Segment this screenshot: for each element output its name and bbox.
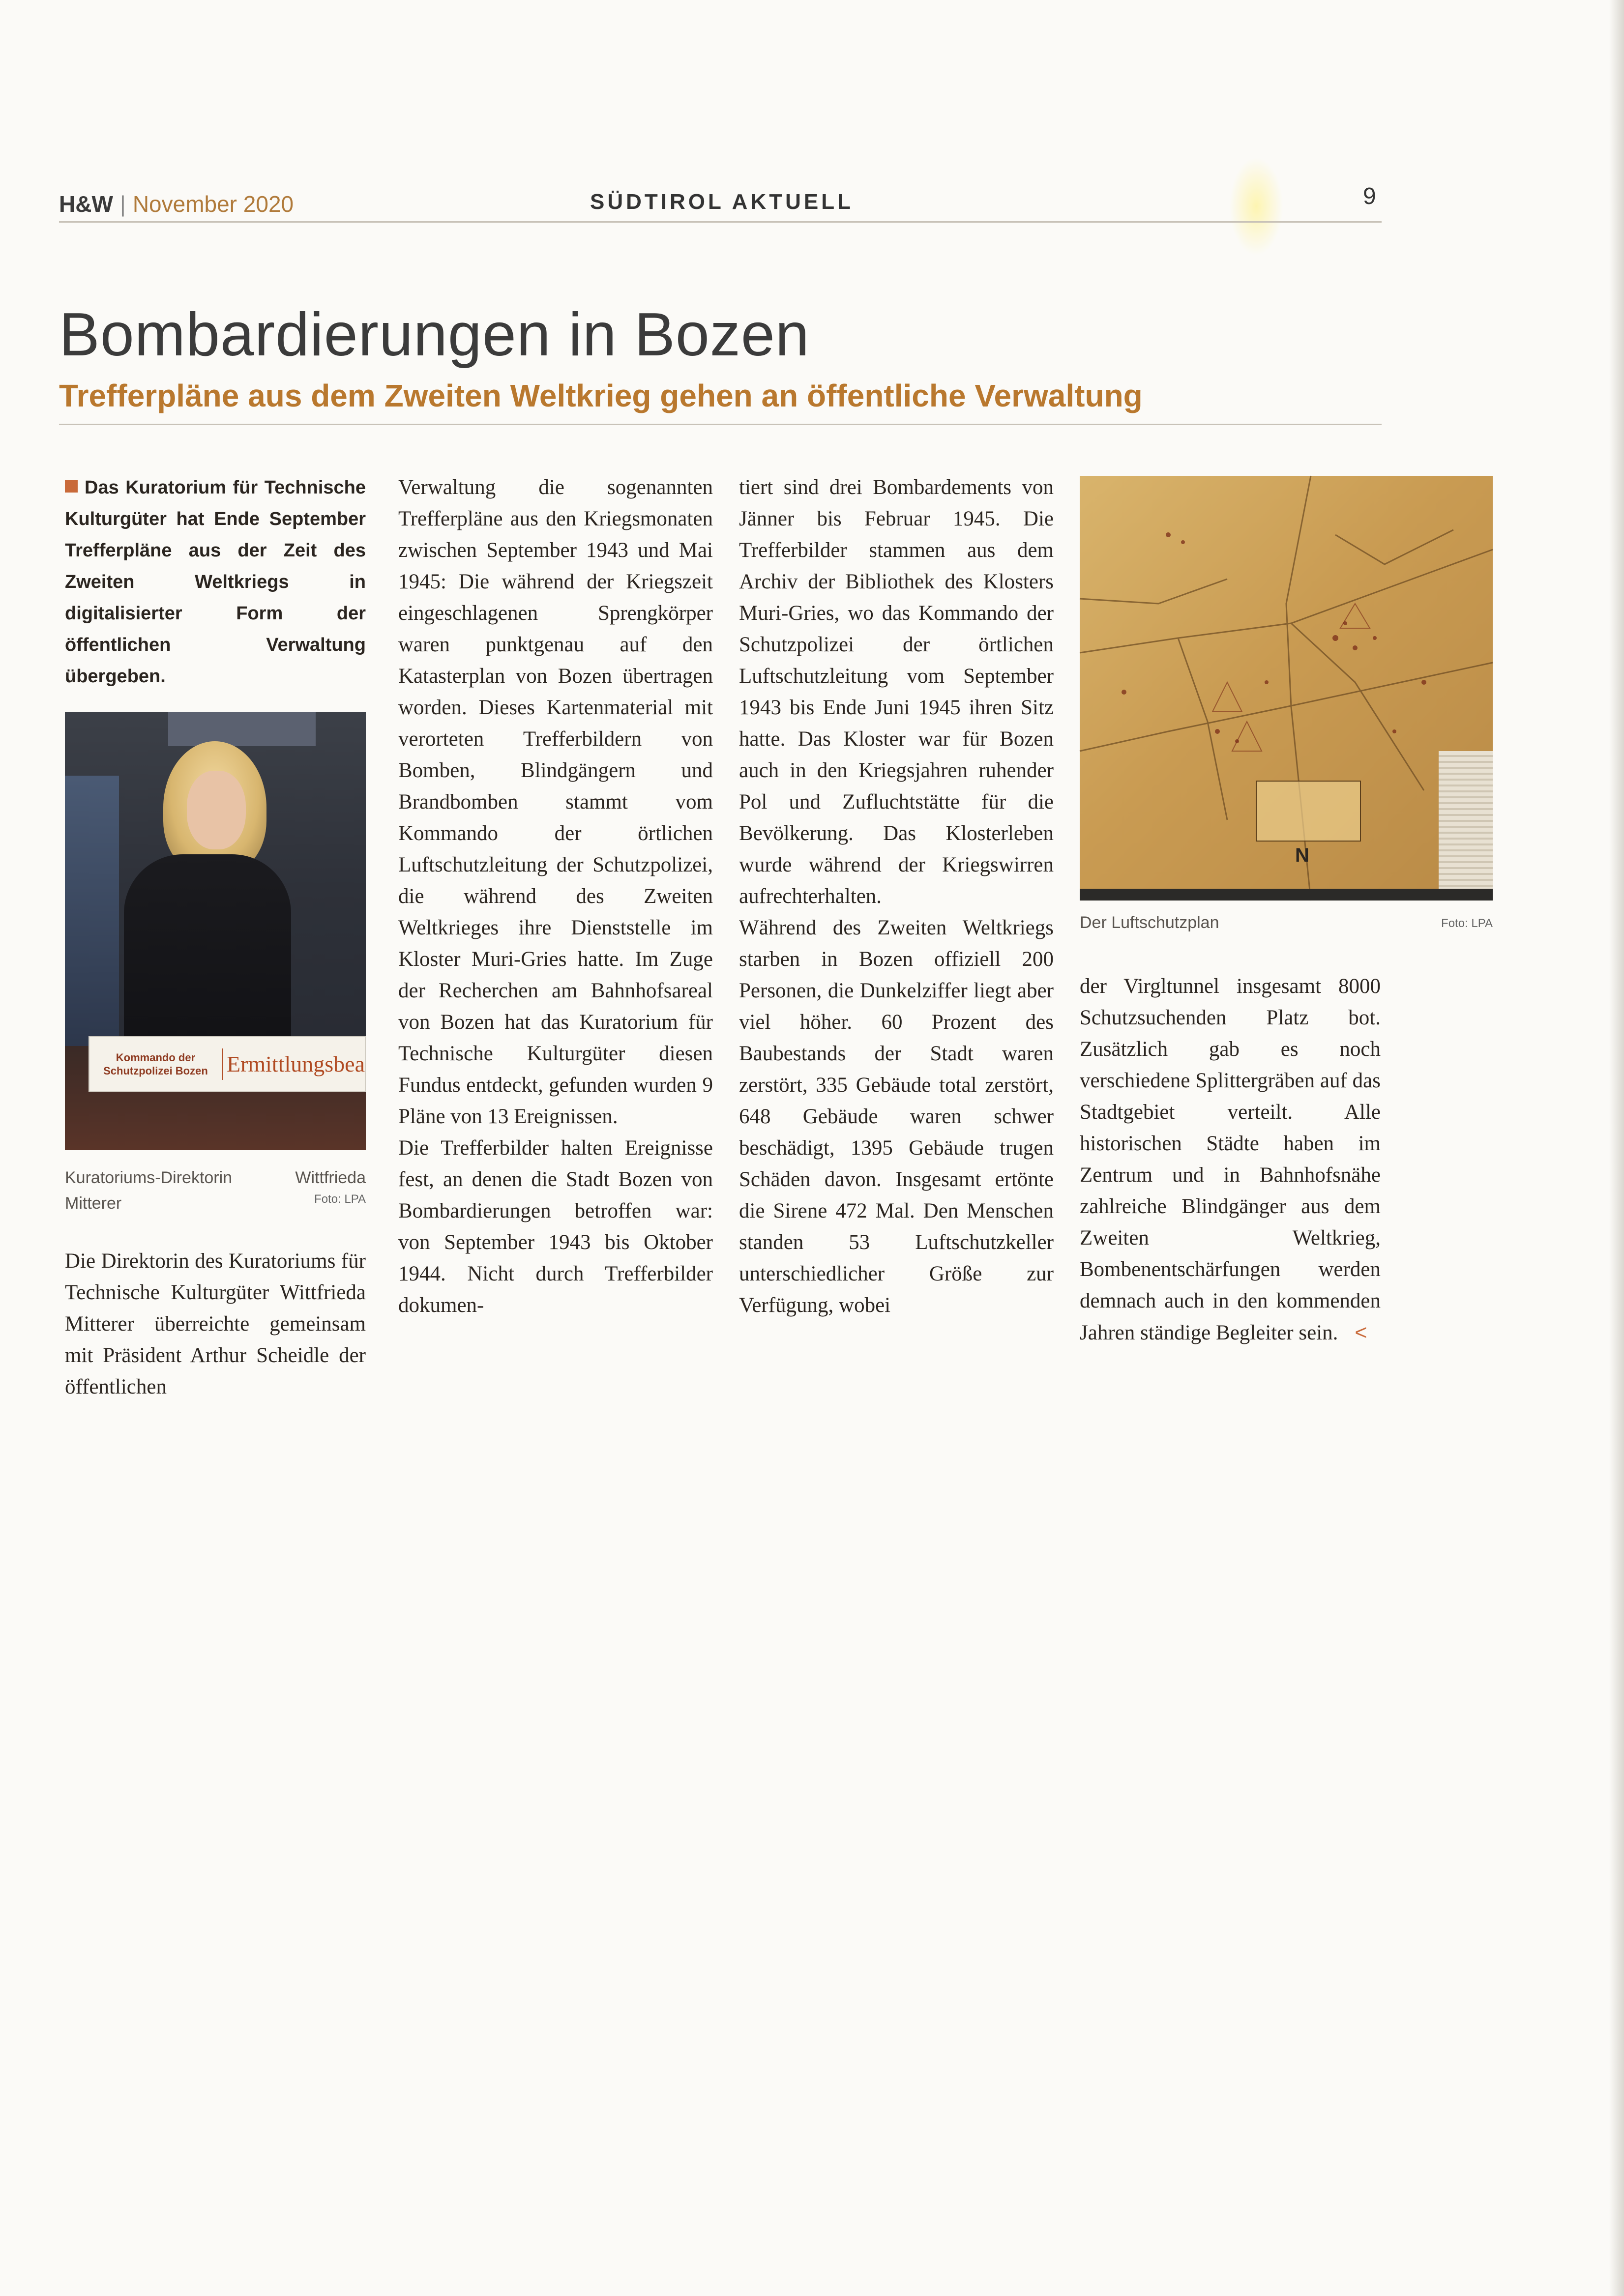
photo-sign <box>89 1036 366 1092</box>
photo-wall <box>65 776 119 1071</box>
article-subtitle: Trefferpläne aus dem Zweiten Weltkrieg gehen an öffentliche Verwaltung <box>59 378 1143 413</box>
column-4 <box>1080 971 1381 1349</box>
column-2-paragraph-2: Die Trefferbilder halten Ereignisse fest, an denen die Stadt Bozen von Bombardierungen betroffen war: von September 1943 bis Oktober 1944. Nicht durch Trefferbilder dokumen- <box>398 1136 713 1317</box>
intro-square-icon <box>65 480 78 493</box>
article-end-mark: < <box>1355 1321 1367 1344</box>
running-header-left <box>59 191 294 217</box>
north-arrow-icon: N <box>1295 844 1309 866</box>
column-2 <box>398 472 713 1321</box>
photo-caption <box>65 1165 366 1216</box>
article-intro <box>65 472 366 692</box>
map-bottom-edge <box>1080 889 1493 901</box>
header-separator: | <box>119 191 126 217</box>
photo-banner <box>168 712 316 746</box>
photo-director <box>65 712 366 1150</box>
photo-credit: Foto: LPA <box>314 1192 366 1206</box>
column-4-paragraph-1 <box>1080 971 1381 1349</box>
map-title-box <box>1256 781 1361 842</box>
photo-caption-text: Kuratoriums-Direktorin Wittfrieda Mitterer <box>65 1168 366 1213</box>
article-title: Bombardierungen in Bozen <box>59 301 810 369</box>
header-rule <box>59 221 1382 223</box>
section-name: SÜDTIROL AKTUELL <box>590 190 854 214</box>
title-rule <box>59 424 1382 425</box>
highlighter-stain <box>1229 157 1283 256</box>
page-edge <box>1609 0 1624 2296</box>
magazine-brand: H&W <box>59 191 113 217</box>
column-2-paragraph-1: Verwaltung die sogenannten Trefferpläne aus den Kriegsmonaten zwischen September 1943 und Mai 1945: Die während der Kriegszeit eingeschlagenen Sprengkörper waren punktgenau auf den Katasterplan von Bozen übertragen worden. Dieses Kartenmaterial mit verorteten Trefferbildern von Bomben, Blindgängern und Brandbomben stammt vom Kommando der örtlichen Luftschutzleitung der Schutzpolizei, die während des Zweiten Weltkrieges ihre Dienststelle im Kloster Muri-Gries hatte. Im Zuge der Recherchen am Bahnhofsareal von Bozen hat das Kuratorium für Technische Kulturgüter diesen Fundus entdeckt, gefunden wurden 9 Pläne von 13 Ereignissen. <box>398 476 713 1128</box>
column-4-text: der Virgltunnel insgesamt 8000 Schutzsuchenden Platz bot. Zusätzlich gab es noch verschiedene Splittergräben auf das Stadtgebiet verteilt. Alle historischen Städte haben im Zentrum und in Bahnhofsnähe zahlreiche Blindgänger aus dem Zweiten Weltkrieg, Bombenentschärfungen werden demnach auch in den kommenden Jahren ständige Begleiter sein. <box>1080 975 1381 1344</box>
photo-person-face <box>187 771 246 849</box>
column-1 <box>65 472 366 1403</box>
sign-text-right: Ermittlungsbea <box>222 1048 365 1080</box>
air-raid-map-image <box>1080 476 1493 901</box>
map-credit: Foto: LPA <box>1441 917 1493 930</box>
column-3-paragraph-2: Während des Zweiten Weltkriegs starben in Bozen offiziell 200 Personen, die Dunkelziffer liegt aber viel höher. 60 Prozent des Baubestands der Stadt waren zerstört, 335 Gebäude total zerstört, 648 Gebäude waren schwer beschädigt, 1395 Gebäude trugen Schäden davon. Insgesamt ertönte die Sirene 472 Mal. Den Menschen standen 53 Luftschutzkeller unterschiedlicher Größe zur Verfügung, wobei <box>739 916 1054 1317</box>
column-3 <box>739 472 1054 1321</box>
issue-date: November 2020 <box>132 191 294 217</box>
page-number: 9 <box>1363 183 1376 209</box>
intro-text: Das Kuratorium für Technische Kulturgüter hat Ende September Trefferpläne aus der Zeit des Zweiten Weltkriegs in digitalisierter Form der öffentlichen Verwaltung übergeben. <box>65 477 366 687</box>
map-caption <box>1080 913 1493 932</box>
column-1-body: Die Direktorin des Kuratoriums für Technische Kulturgüter Wittfrieda Mitterer überreichte gemeinsam mit Präsident Arthur Scheidle der öffentlichen <box>65 1250 366 1398</box>
map-caption-text: Der Luftschutzplan <box>1080 913 1219 932</box>
sign-text-left: Kommando der Schutzpolizei Bozen <box>103 1051 208 1077</box>
column-3-paragraph-1: tiert sind drei Bombardements von Jänner bis Februar 1945. Die Trefferbilder stammen aus dem Archiv der Bibliothek des Klosters Muri-Gries, wo das Kommando der Schutzpolizei der örtlichen Luftschutzleitung vom September 1943 bis Ende Juni 1945 ihren Sitz hatte. Das Kloster war für Bozen auch in den Kriegsjahren ruhender Pol und Zufluchtstätte für die Bevölkerung. Das Klosterleben wurde während der Kriegswirren aufrechterhalten. <box>739 476 1054 908</box>
map-margin-strip <box>1439 751 1493 901</box>
